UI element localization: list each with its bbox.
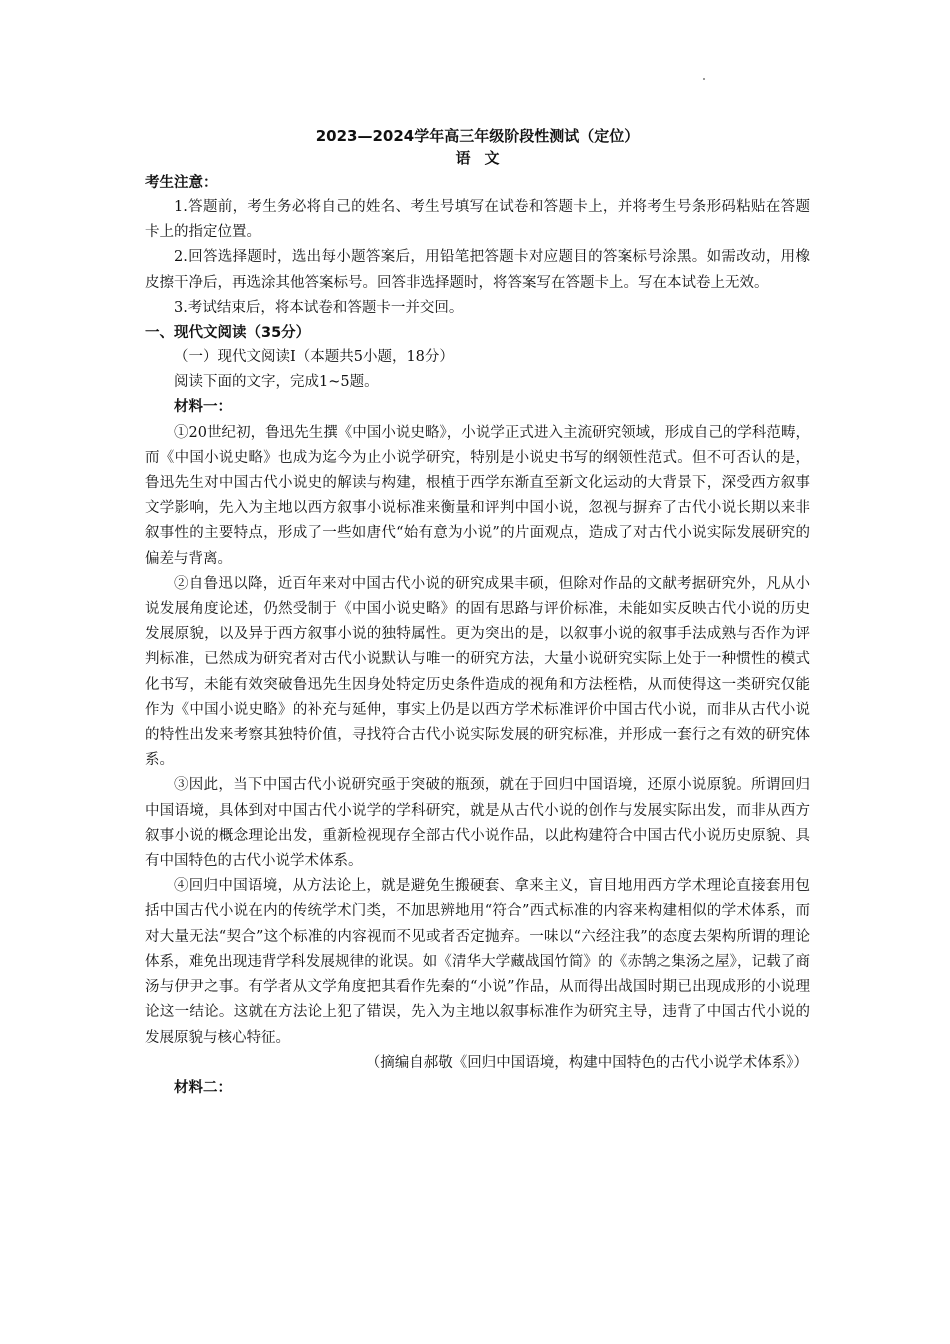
section-heading: 一、现代文阅读（35分）: [145, 325, 311, 342]
notice-heading: 考生注意：: [145, 175, 218, 191]
material-paragraph: ④回归中国语境，从方法论上，就是避免生搬硬套、拿来主义，盲目地用西方学术理论直接套用包括中国古代小说在内的传统学术门类，不加思辨地用“符合”西式标准的内容来构建相似的学术体系，而对大量无法“契合”这个标准的内容视而不见或者否定抛弃。一味以“六经注我”的态度去架构所谓的理论体系，难免出现违背学科发展规律的讹误。如《清华大学藏战国竹简》的《赤鹄之集汤之屋》，记载了商汤与伊尹之事。有学者从文学角度把其看作先秦的“小说”作品，从而得出战国时期已出现成形的小说理论这一结论。这就在方法论上犯了错误，先入为主地以叙事标准作为研究主导，违背了中国古代小说的发展原貌与核心特征。: [145, 878, 810, 1046]
sub-section-heading: （一）现代文阅读Ⅰ（本题共5小题，18分）: [174, 349, 454, 366]
reading-instruction: 阅读下面的文字，完成1~5题。: [174, 374, 379, 391]
notice-item: 1.答题前，考生务必将自己的姓名、考生号填写在试卷和答题卡上，并将考生号条形码粘贴在答题卡上的指定位置。: [145, 199, 810, 241]
notice-item: 3.考试结束后，将本试卷和答题卡一并交回。: [174, 299, 464, 316]
material-one-label: 材料一：: [174, 399, 232, 416]
exam-subject: 语文: [455, 149, 514, 167]
notice-item: 2.回答选择题时，选出每小题答案后，用铅笔把答题卡对应题目的答案标号涂黑。如需改动，用橡皮擦干净后，再选涂其他答案标号。回答非选择题时，将答案写在答题卡上。写在本试卷上无效。: [145, 249, 810, 291]
corner-mark: [703, 78, 705, 80]
material-paragraph: ②自鲁迅以降，近百年来对中国古代小说的研究成果丰硕，但除对作品的文献考据研究外，凡从小说发展角度论述，仍然受制于《中国小说史略》的固有思路与评价标准，未能如实反映古代小说的历史发展原貌，以及异于西方叙事小说的独特属性。更为突出的是，以叙事小说的叙事手法成熟与否作为评判标准，已然成为研究者对古代小说默认与唯一的研究方法，大量小说研究实际上处于一种惯性的模式化书写，未能有效突破鲁迅先生因身处特定历史条件造成的视角和方法桎梏，从而使得这一类研究仅能作为《中国小说史略》的补充与延伸，事实上仍是以西方学术标准评价中国古代小说，而非从古代小说的特性出发来考察其独特价值，寻找符合古代小说实际发展的研究标准，并形成一套行之有效的研究体系。: [145, 575, 810, 769]
material-two-label: 材料二：: [174, 1079, 232, 1096]
material-paragraph: ①20世纪初，鲁迅先生撰《中国小说史略》，小说学正式进入主流研究领域，形成自己的学科范畴，而《中国小说史略》也成为迄今为止小说学研究，特别是小说史书写的纲领性范式。但不可否认的是，鲁迅先生对中国古代小说史的解读与构建，根植于西学东渐直至新文化运动的大背景下，深受西方叙事文学影响，先入为主地以西方叙事小说标准来衡量和评判中国小说，忽视与摒弃了古代小说长期以来非叙事性的主要特点，形成了一些如唐代“始有意为小说”的片面观点，造成了对古代小说实际发展研究的偏差与背离。: [145, 424, 810, 567]
material-source: （摘编自郝敬《回归中国语境，构建中国特色的古代小说学术体系》）: [365, 1054, 808, 1071]
exam-title: 2023—2024学年高三年级阶段性测试（定位）: [315, 127, 640, 145]
exam-page: [145, 125, 810, 1101]
material-paragraph: ③因此，当下中国古代小说研究亟于突破的瓶颈，就在于回归中国语境，还原小说原貌。所谓回归中国语境，具体到对中国古代小说学的学科研究，就是从古代小说的创作与发展实际出发，而非从西方叙事小说的概念理论出发，重新检视现存全部古代小说作品，以此构建符合中国古代小说历史原貌、具有中国特色的古代小说学术体系。: [145, 777, 810, 870]
